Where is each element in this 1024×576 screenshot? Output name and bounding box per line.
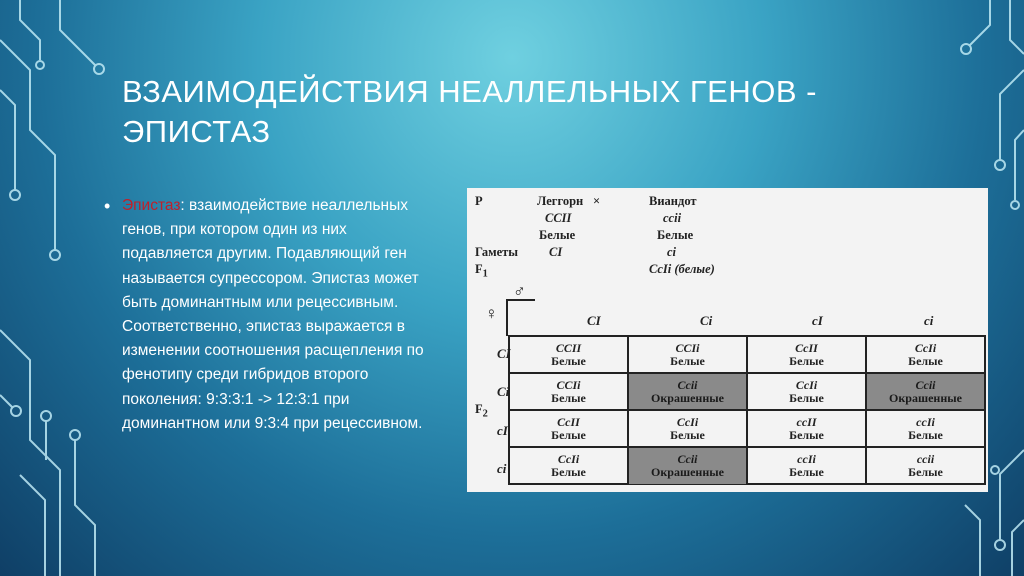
parent2-color: Белые bbox=[657, 228, 694, 242]
male-symbol-icon: ♂ bbox=[513, 282, 526, 301]
grid-cell bbox=[510, 411, 629, 446]
f2-label bbox=[475, 402, 488, 420]
cell-genotype: CCIi bbox=[675, 340, 700, 355]
grid-cell bbox=[748, 411, 867, 446]
cell-phenotype: Окрашенные bbox=[651, 465, 724, 479]
grid-cell bbox=[867, 337, 984, 372]
cell-phenotype: Белые bbox=[551, 465, 586, 479]
cell-genotype: CcIi bbox=[676, 414, 699, 429]
slide-title: ВЗАИМОДЕЙСТВИЯ НЕАЛЛЕЛЬНЫХ ГЕНОВ - ЭПИСТАЗ bbox=[122, 74, 817, 149]
gamete1: CI bbox=[549, 245, 563, 259]
cell-phenotype: Белые bbox=[908, 465, 943, 479]
cell-phenotype: Белые bbox=[670, 353, 705, 368]
f2-letter: F bbox=[475, 402, 483, 416]
grid-cell bbox=[629, 448, 748, 484]
cross-sign: × bbox=[593, 194, 601, 208]
cell-genotype: Ccii bbox=[677, 377, 698, 392]
cell-genotype: CcII bbox=[557, 414, 580, 429]
parent1-genotype: CCII bbox=[545, 211, 572, 225]
f2-sub: 2 bbox=[482, 408, 488, 420]
cell-phenotype: Белые bbox=[789, 353, 824, 368]
f1-sub: 1 bbox=[482, 268, 488, 280]
cell-phenotype: Белые bbox=[789, 465, 824, 479]
grid-row bbox=[510, 411, 984, 448]
col-header: CI bbox=[587, 313, 601, 328]
corner-bracket bbox=[505, 298, 535, 336]
row-header: ci bbox=[497, 461, 507, 476]
cell-phenotype: Белые bbox=[551, 427, 586, 442]
bullet-dot-icon: • bbox=[104, 196, 111, 216]
col-header: Ci bbox=[700, 313, 713, 328]
row-header: cI bbox=[497, 423, 508, 438]
cell-genotype: CcIi bbox=[914, 340, 937, 355]
cell-phenotype: Белые bbox=[789, 427, 824, 442]
parent1-name: Леггорн bbox=[537, 194, 584, 208]
cell-genotype: ccii bbox=[916, 452, 935, 466]
grid-row bbox=[510, 448, 984, 484]
cell-phenotype: Белые bbox=[908, 427, 943, 442]
grid-cell bbox=[510, 337, 629, 372]
grid-cell bbox=[629, 337, 748, 372]
grid-cell bbox=[867, 448, 984, 484]
cell-phenotype: Белые bbox=[789, 390, 824, 405]
col-header: cI bbox=[812, 313, 823, 328]
cell-genotype: CcII bbox=[795, 340, 818, 355]
p-label: P bbox=[475, 194, 483, 208]
bullet-item bbox=[104, 194, 424, 436]
cell-genotype: Ccii bbox=[915, 377, 936, 392]
grid-row bbox=[510, 374, 984, 411]
parent2-name: Виандот bbox=[649, 194, 697, 208]
grid-cell bbox=[629, 374, 748, 409]
female-symbol-icon: ♀ bbox=[485, 304, 498, 323]
cell-genotype: ccIi bbox=[916, 414, 935, 429]
cell-genotype: Ccii bbox=[677, 452, 698, 466]
punnett-grid bbox=[508, 335, 986, 485]
punnett-figure bbox=[467, 188, 988, 492]
grid-cell bbox=[510, 448, 629, 484]
grid-cell bbox=[867, 411, 984, 446]
cell-genotype: ccIi bbox=[797, 452, 816, 466]
cell-phenotype: Окрашенные bbox=[889, 390, 962, 405]
gamete2: ci bbox=[667, 245, 677, 259]
cell-phenotype: Окрашенные bbox=[651, 390, 724, 405]
f1-label bbox=[475, 262, 488, 280]
grid-cell bbox=[748, 374, 867, 409]
term-epistasis: Эпистаз bbox=[122, 197, 181, 214]
cell-phenotype: Белые bbox=[551, 353, 586, 368]
f1-letter: F bbox=[475, 262, 483, 276]
f1-genotype: CcIi (белые) bbox=[649, 262, 715, 276]
cell-phenotype: Белые bbox=[908, 353, 943, 368]
cell-genotype: CcIi bbox=[795, 377, 818, 392]
cell-phenotype: Белые bbox=[551, 390, 586, 405]
col-header: ci bbox=[924, 313, 934, 328]
parent2-genotype: ccii bbox=[663, 211, 682, 225]
grid-cell bbox=[748, 448, 867, 484]
parent1-color: Белые bbox=[539, 228, 576, 242]
cell-phenotype: Белые bbox=[670, 427, 705, 442]
grid-cell bbox=[748, 337, 867, 372]
row-header: Ci bbox=[497, 384, 510, 399]
row-header: CI bbox=[497, 346, 511, 361]
grid-cell bbox=[867, 374, 984, 409]
gametes-label: Гаметы bbox=[475, 245, 519, 259]
bullet-body: : взаимодействие неаллельных генов, при котором один из них подавляется другим. Подавляющий ген называется супрессором. Эпистаз может быть доминантным или рецессивным. Соответственно, эпистаз выражается в изменении соотношения расщепления по фенотипу среди гибридов второго поколения: 9:3:3:1 -> 12:3:1 при доминантном или 9:3:4 при рецессивном. bbox=[122, 197, 424, 432]
cell-genotype: CcIi bbox=[557, 452, 580, 466]
grid-row bbox=[510, 337, 984, 374]
bullet-text bbox=[122, 194, 424, 436]
grid-cell bbox=[629, 411, 748, 446]
cell-genotype: CCIi bbox=[556, 377, 581, 392]
cell-genotype: ccII bbox=[796, 414, 817, 429]
cell-genotype: CCII bbox=[555, 340, 582, 355]
grid-cell bbox=[510, 374, 629, 409]
